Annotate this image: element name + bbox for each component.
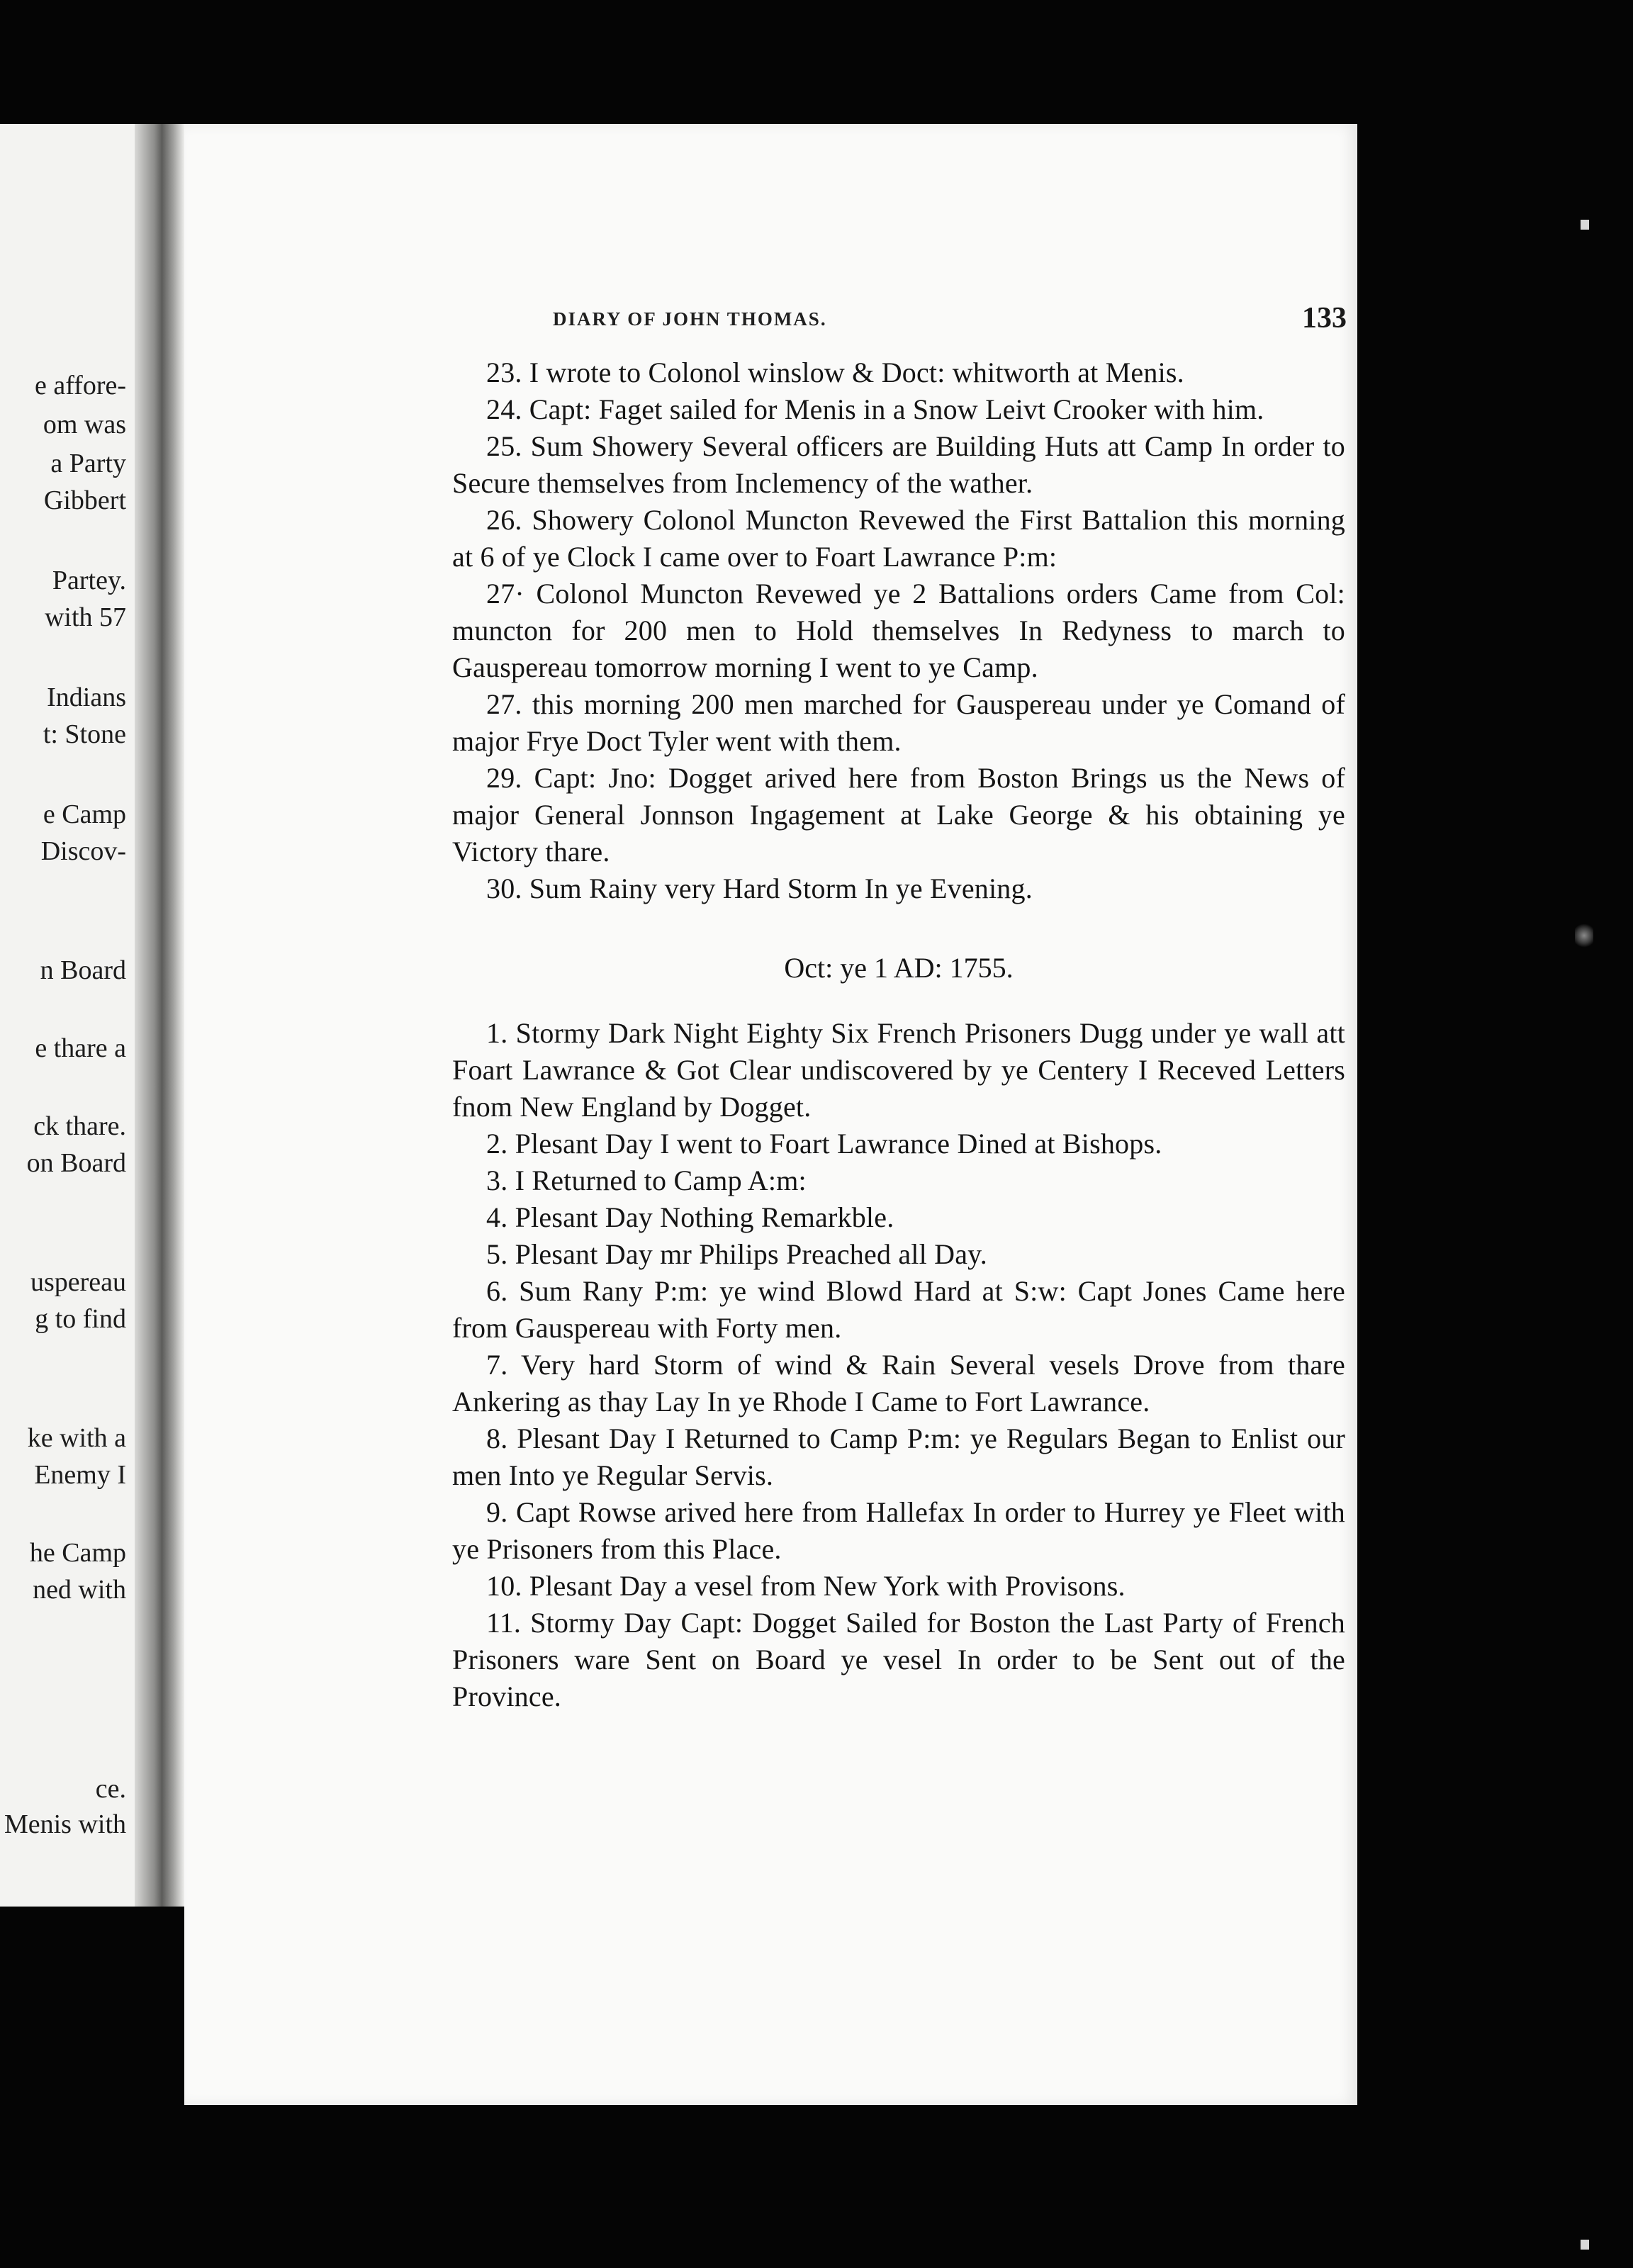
left-page-line: e affore- <box>34 371 126 400</box>
book-gutter <box>135 124 184 1907</box>
left-page-line: e thare a <box>35 1033 126 1063</box>
left-page-line: Discov- <box>40 836 126 866</box>
diary-page <box>184 124 1357 2105</box>
diary-entry: 1. Stormy Dark Night Eighty Six French Prisoners Dugg under ye wall att Foart Lawrance & Got Clear undiscovered by ye Centery I Receved Letters fnom New England by Dogget. <box>452 1017 1345 1123</box>
diary-entry: 27· Colonol Muncton Revewed ye 2 Battalions orders Came from Col: muncton for 200 men to Hold themselves In Redyness to march to Gauspereau tomorrow morning I went to ye Camp. <box>452 578 1345 683</box>
diary-text <box>452 354 1345 1715</box>
diary-entry: 10. Plesant Day a vesel from New York with Provisons. <box>486 1570 1126 1602</box>
scan-mark <box>1581 220 1589 230</box>
left-page-line: Menis with <box>4 1809 126 1839</box>
scan-mark <box>1581 2240 1589 2250</box>
diary-entry: 6. Sum Rany P:m: ye wind Blowd Hard at S:w: Capt Jones Came here from Gauspereau with Forty men. <box>452 1275 1345 1344</box>
left-page-line: with 57 <box>44 602 126 632</box>
left-page-line: on Board <box>26 1148 126 1178</box>
running-head: DIARY OF JOHN THOMAS. <box>553 308 827 330</box>
diary-entry: 23. I wrote to Colonol winslow & Doct: whitworth at Menis. <box>486 357 1184 388</box>
left-page-line: ned with <box>33 1575 126 1605</box>
left-page-line: ck thare. <box>33 1111 126 1141</box>
diary-entry: 29. Capt: Jno: Dogget arived here from Boston Brings us the News of major General Jonnson Ingagement at Lake George & his obtaining ye Victory thare. <box>452 762 1345 868</box>
diary-entry: 4. Plesant Day Nothing Remarkble. <box>486 1201 894 1233</box>
diary-entry: 27. this morning 200 men marched for Gauspereau under ye Comand of major Frye Doct Tyler went with them. <box>452 688 1345 757</box>
left-page-line: Indians <box>47 683 126 712</box>
left-page-line: ke with a <box>27 1423 126 1453</box>
diary-entry: 5. Plesant Day mr Philips Preached all Day. <box>486 1238 987 1270</box>
left-page-line: Gibbert <box>43 485 126 515</box>
left-page-line: a Party <box>50 449 126 478</box>
left-page-line: n Board <box>40 955 126 985</box>
diary-entry: 9. Capt Rowse arived here from Hallefax In order to Hurrey ye Fleet with ye Prisoners from this Place. <box>452 1496 1345 1565</box>
diary-entry: 25. Sum Showery Several officers are Building Huts att Camp In order to Secure themselves from Inclemency of the wather. <box>452 430 1345 499</box>
left-page-line: ce. <box>95 1774 126 1804</box>
left-page-line: Enemy I <box>34 1460 126 1490</box>
section-heading: Oct: ye 1 AD: 1755. <box>784 952 1014 984</box>
diary-entry: 30. Sum Rainy very Hard Storm In ye Evening. <box>486 872 1033 904</box>
left-page-line: e Camp <box>43 799 126 829</box>
left-facing-page <box>0 124 135 1907</box>
diary-entry: 11. Stormy Day Capt: Dogget Sailed for Boston the Last Party of French Prisoners ware Sent on Board ye vesel In order to be Sent out of the Province. <box>452 1607 1345 1712</box>
left-page-line: Partey. <box>52 566 126 595</box>
diary-entry: 7. Very hard Storm of wind & Rain Several vesels Drove from thare Ankering as thay Lay In ye Rhode I Came to Fort Lawrance. <box>452 1349 1345 1418</box>
diary-entry: 3. I Returned to Camp A:m: <box>486 1164 807 1196</box>
diary-entry: 26. Showery Colonol Muncton Revewed the First Battalion this morning at 6 of ye Clock I came over to Foart Lawrance P:m: <box>452 504 1345 573</box>
diary-entry: 8. Plesant Day I Returned to Camp P:m: ye Regulars Began to Enlist our men Into ye Regular Servis. <box>452 1422 1345 1491</box>
page-header <box>553 301 1347 344</box>
left-page-line: g to find <box>35 1304 126 1334</box>
scan-speck <box>1575 921 1593 950</box>
left-page-line: t: Stone <box>43 719 126 749</box>
left-page-line: he Camp <box>29 1538 126 1568</box>
page-number: 133 <box>1302 302 1347 335</box>
left-page-line: uspereau <box>30 1267 126 1297</box>
diary-entry: 24. Capt: Faget sailed for Menis in a Snow Leivt Crooker with him. <box>486 393 1264 425</box>
diary-entry: 2. Plesant Day I went to Foart Lawrance Dined at Bishops. <box>486 1128 1162 1160</box>
left-page-line: om was <box>43 410 126 439</box>
